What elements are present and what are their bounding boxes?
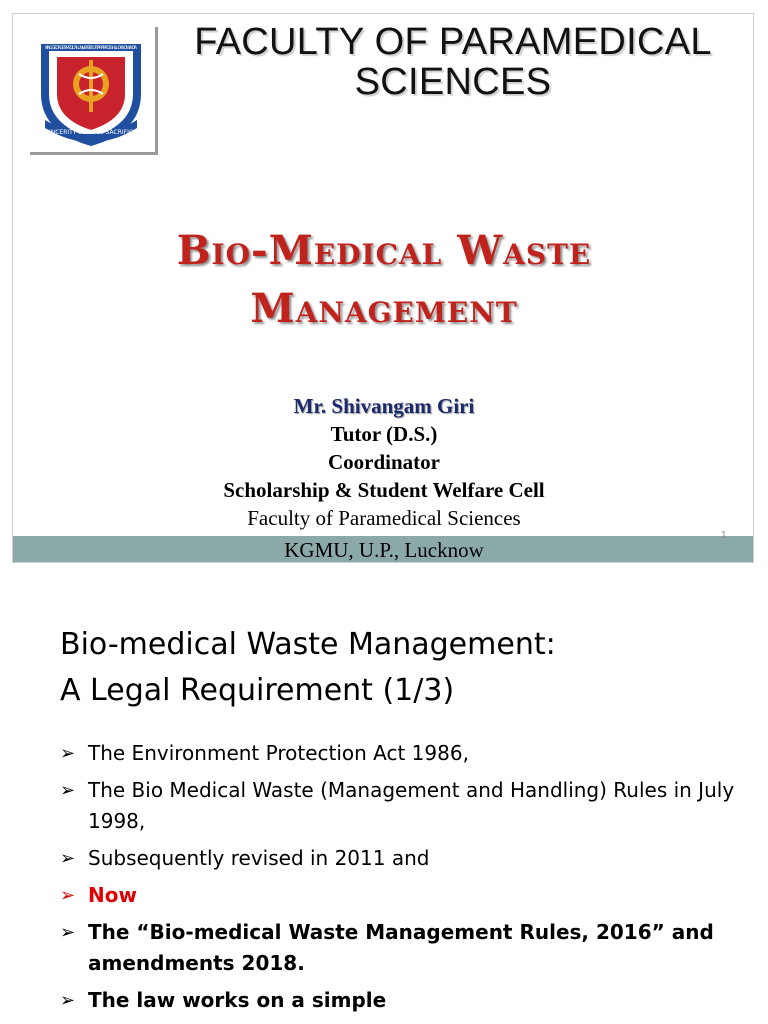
main-title-line1: Bio-Medical Waste — [176, 227, 592, 274]
bullet-text: The Bio Medical Waste (Management and Handling) Rules in July 1998, — [88, 778, 735, 833]
legal-requirement-slide — [0, 580, 768, 1024]
slide-main-title — [13, 222, 754, 338]
faculty-heading-line2: SCIENCES — [354, 61, 552, 103]
presenter-name: Mr. Shivangam Giri — [293, 394, 475, 418]
kgmu-seal-icon — [27, 24, 155, 152]
faculty-heading-line1: FACULTY OF PARAMEDICAL — [194, 21, 712, 63]
university-logo — [27, 24, 155, 152]
bullet-item — [60, 917, 740, 979]
faculty-heading — [163, 22, 743, 102]
slide-number: 1 — [721, 530, 727, 541]
logo-motto: SINCERITY SERVICE SACRIFICE — [45, 129, 137, 136]
arrow-bullet-icon: ➢ — [60, 780, 76, 801]
bullet-item — [60, 843, 740, 874]
main-title-line2: Management — [250, 285, 518, 332]
presenter-faculty: Faculty of Paramedical Sciences — [247, 506, 521, 530]
bullet-text: The law works on a simple — [88, 988, 387, 1012]
bullet-text: Subsequently revised in 2011 and — [88, 846, 430, 870]
slide2-title-line1: Bio-medical Waste Management: — [60, 627, 556, 662]
slide2-title — [60, 622, 740, 714]
slide2-title-line2: A Legal Requirement (1/3) — [60, 673, 455, 708]
bullet-list — [60, 738, 740, 1022]
bullet-item — [60, 738, 740, 769]
presenter-role-cell: Scholarship & Student Welfare Cell — [223, 478, 545, 502]
arrow-bullet-icon: ➢ — [60, 743, 76, 764]
arrow-bullet-icon: ➢ — [60, 885, 76, 906]
bullet-text: The Environment Protection Act 1986, — [88, 741, 469, 765]
arrow-bullet-icon: ➢ — [60, 990, 76, 1011]
bullet-item — [60, 880, 740, 911]
presenter-role-coordinator: Coordinator — [328, 450, 440, 474]
bullet-text: Now — [88, 883, 137, 907]
bullet-item — [60, 775, 740, 837]
arrow-bullet-icon: ➢ — [60, 848, 76, 869]
logo-ring-text: KING GEORGE'S MEDICAL UNIVERSITY, UTTAR PRADESH, LUCKNOW INDIA — [45, 46, 137, 51]
bullet-text: The “Bio-medical Waste Management Rules, 2016” and amendments 2018. — [88, 920, 714, 975]
presenter-block — [13, 392, 754, 532]
arrow-bullet-icon: ➢ — [60, 922, 76, 943]
presenter-institution: KGMU, U.P., Lucknow — [284, 538, 484, 562]
bullet-item — [60, 985, 740, 1016]
title-slide — [12, 13, 754, 563]
presenter-role-tutor: Tutor (D.S.) — [330, 422, 438, 446]
